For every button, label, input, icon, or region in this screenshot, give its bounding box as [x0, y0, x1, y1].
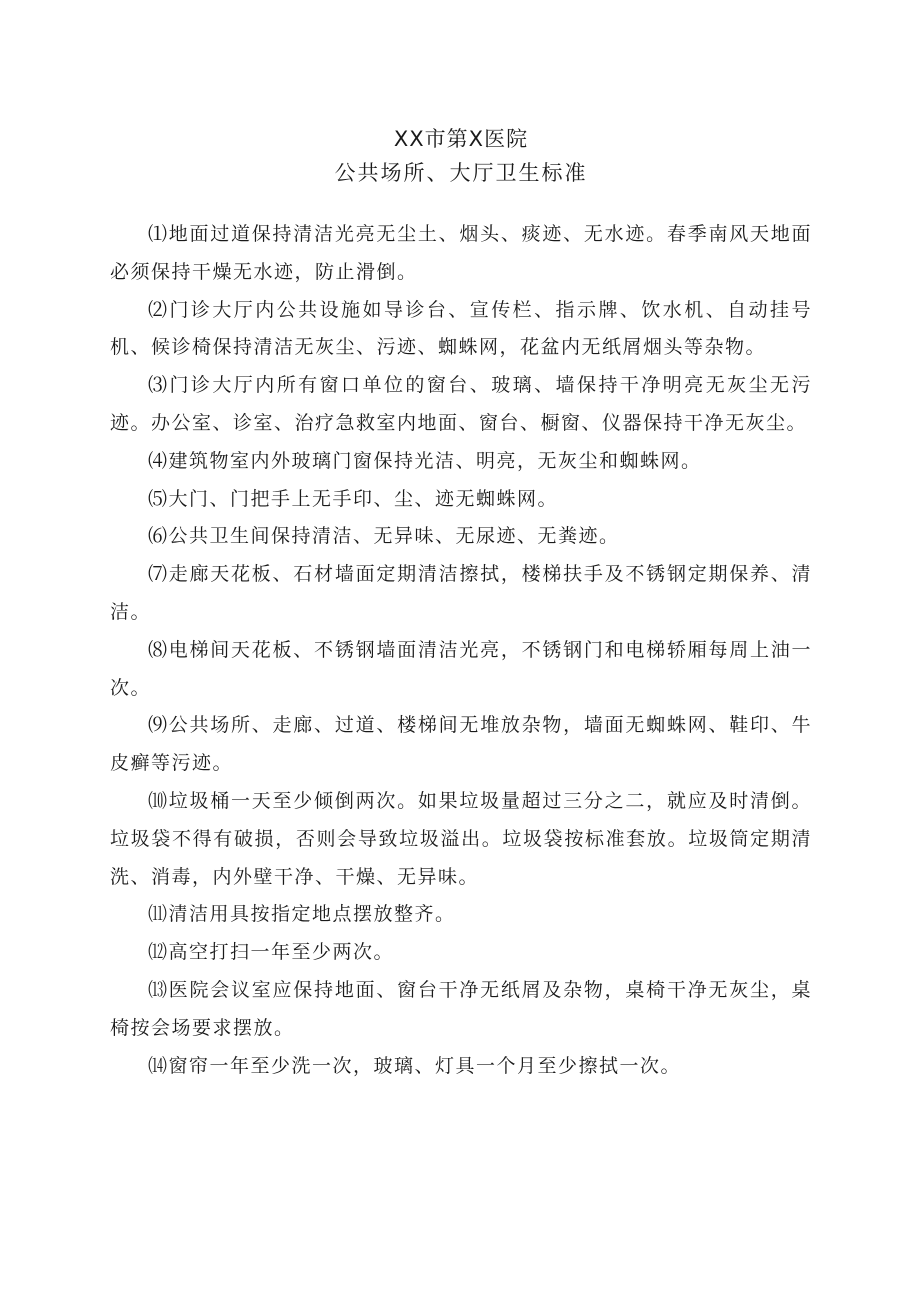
- standard-item-13: ⒀医院会议室应保持地面、窗台干净无纸屑及杂物，桌椅干净无灰尘，桌椅按会场要求摆放。: [110, 978, 812, 1039]
- standard-item-2: ⑵门诊大厅内公共设施如导诊台、宣传栏、指示牌、饮水机、自动挂号机、候诊椅保持清洁无灰尘、污迹、蜘蛛网，花盆内无纸屑烟头等杂物。: [110, 298, 812, 359]
- standard-item-8: ⑻电梯间天花板、不锈钢墙面清洁光亮，不锈钢门和电梯轿厢每周上油一次。: [110, 638, 812, 699]
- standard-item-10: ⑽垃圾桶一天至少倾倒两次。如果垃圾量超过三分之二，就应及时清倒。垃圾袋不得有破损，否则会导致垃圾溢出。垃圾袋按标准套放。垃圾筒定期清洗、消毒，内外壁干净、干燥、无异味。: [110, 789, 812, 888]
- standard-item-11: ⑾清洁用具按指定地点摆放整齐。: [148, 903, 456, 926]
- standard-item-5: ⑸大门、门把手上无手印、尘、迹无蜘蛛网。: [148, 487, 559, 510]
- standard-item-3: ⑶门诊大厅内所有窗口单位的窗台、玻璃、墙保持干净明亮无灰尘无污迹。办公室、诊室、治疗急救室内地面、窗台、橱窗、仪器保持干净无灰尘。: [110, 374, 812, 434]
- standard-item-4: ⑷建筑物室内外玻璃门窗保持光洁、明亮，无灰尘和蜘蛛网。: [148, 449, 702, 472]
- standard-item-12: ⑿高空打扫一年至少两次。: [148, 941, 395, 964]
- standard-item-9: ⑼公共场所、走廊、过道、楼梯间无堆放杂物，墙面无蜘蛛网、鞋印、牛皮癣等污迹。: [110, 714, 812, 775]
- standard-item-1: ⑴地面过道保持清洁光亮无尘土、烟头、痰迹、无水迹。春季南风天地面必须保持干燥无水迹，防止滑倒。: [110, 223, 812, 283]
- standards-list: [110, 216, 812, 1085]
- document-subtitle: 公共场所、大厅卫生标准: [334, 161, 588, 185]
- standard-item-6: ⑹公共卫生间保持清洁、无异味、无尿迹、无粪迹。: [148, 525, 620, 548]
- standard-item-7: ⑺走廊天花板、石材墙面定期清洁擦拭，楼梯扶手及不锈钢定期保养、清洁。: [110, 563, 812, 623]
- standard-item-14: ⒁窗帘一年至少洗一次，玻璃、灯具一个月至少擦拭一次。: [148, 1054, 682, 1077]
- document-title: XX市第X医院: [393, 127, 529, 151]
